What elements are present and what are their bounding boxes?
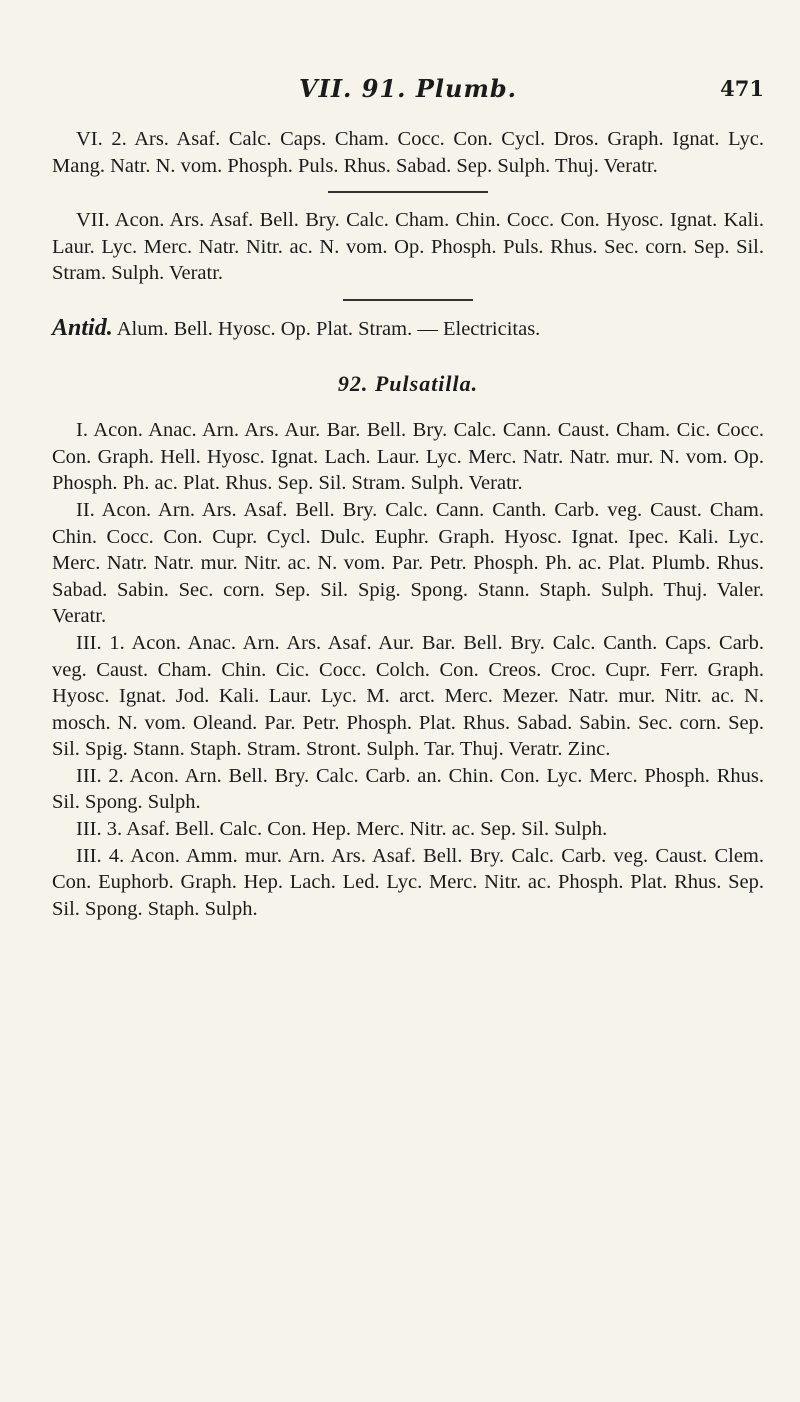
- page-header: [52, 74, 764, 104]
- separator-rule: [328, 191, 488, 193]
- plumb-grade-vi-2: VI. 2. Ars. Asaf. Calc. Caps. Cham. Cocc. Con. Cycl. Dros. Graph. Ignat. Lyc. Mang. Natr. N. vom. Phosph. Puls. Rhus. Sabad. Sep. Sulph. Thuj. Veratr.: [52, 128, 764, 177]
- plumb-grade-vii: VII. Acon. Ars. Asaf. Bell. Bry. Calc. Cham. Chin. Cocc. Con. Hyosc. Ignat. Kali. Laur. Lyc. Merc. Natr. Nitr. ac. N. vom. Op. Phosph. Puls. Rhus. Sec. corn. Sep. Sil. Stram. Sulph. Veratr.: [52, 209, 764, 285]
- antidote-text: Alum. Bell. Hyosc. Op. Plat. Stram. — Electricitas.: [116, 317, 541, 340]
- antidote-paragraph: [52, 315, 764, 343]
- pulsatilla-grade-iii-2: III. 2. Acon. Arn. Bell. Bry. Calc. Carb. an. Chin. Con. Lyc. Merc. Phosph. Rhus. Sil. Spong. Sulph.: [52, 764, 764, 814]
- separator-rule: [343, 299, 473, 301]
- running-title: VII. 91. Plumb.: [298, 74, 518, 103]
- antidote-label: Antid.: [52, 314, 113, 341]
- pulsatilla-grade-iii-1: III. 1. Acon. Anac. Arn. Ars. Asaf. Aur. Bar. Bell. Bry. Calc. Canth. Caps. Carb. veg. Caust. Cham. Chin. Cic. Cocc. Colch. Con. Creos. Croc. Cupr. Ferr. Graph. Hyosc. Ignat. Jod. Kali. Laur. Lyc. M. arct. Merc. Mezer. Natr. mur. Nitr. ac. N. mosch. N. vom. Oleand. Par. Petr. Phosph. Plat. Rhus. Sabad. Sabin. Sec. corn. Sep. Sil. Spig. Stann. Staph. Stram. Stront. Sulph. Tar. Thuj. Veratr. Zinc.: [52, 631, 764, 761]
- pulsatilla-grade-ii: II. Acon. Arn. Ars. Asaf. Bell. Bry. Calc. Cann. Canth. Carb. veg. Caust. Cham. Chin. Cocc. Con. Cupr. Cycl. Dulc. Euphr. Graph. Hyosc. Ignat. Ipec. Kali. Lyc. Merc. Natr. Natr. mur. Nitr. ac. N. vom. Par. Petr. Phosph. Ph. ac. Plat. Plumb. Rhus. Sabad. Sabin. Sec. corn. Sep. Sil. Spig. Spong. Stann. Staph. Sulph. Thuj. Valer. Veratr.: [52, 498, 764, 628]
- pulsatilla-grade-iii-3: III. 3. Asaf. Bell. Calc. Con. Hep. Merc. Nitr. ac. Sep. Sil. Sulph.: [76, 818, 608, 841]
- section-title-pulsatilla: 92. Pulsatilla.: [337, 370, 479, 396]
- pulsatilla-grade-iii-4: III. 4. Acon. Amm. mur. Arn. Ars. Asaf. Bell. Bry. Calc. Carb. veg. Caust. Clem. Con. Euphorb. Graph. Hep. Lach. Led. Lyc. Merc. Nitr. ac. Phosph. Plat. Rhus. Sep. Sil. Spong. Staph. Sulph.: [52, 844, 764, 920]
- page-body: [52, 126, 764, 922]
- pulsatilla-grade-i: I. Acon. Anac. Arn. Ars. Aur. Bar. Bell. Bry. Calc. Cann. Caust. Cham. Cic. Cocc. Con. Graph. Hell. Hyosc. Ignat. Lach. Laur. Lyc. Merc. Natr. Natr. mur. N. vom. Op. Phosph. Ph. ac. Plat. Rhus. Sep. Sil. Stram. Sulph. Veratr.: [52, 419, 764, 495]
- page-number: 471: [720, 76, 764, 101]
